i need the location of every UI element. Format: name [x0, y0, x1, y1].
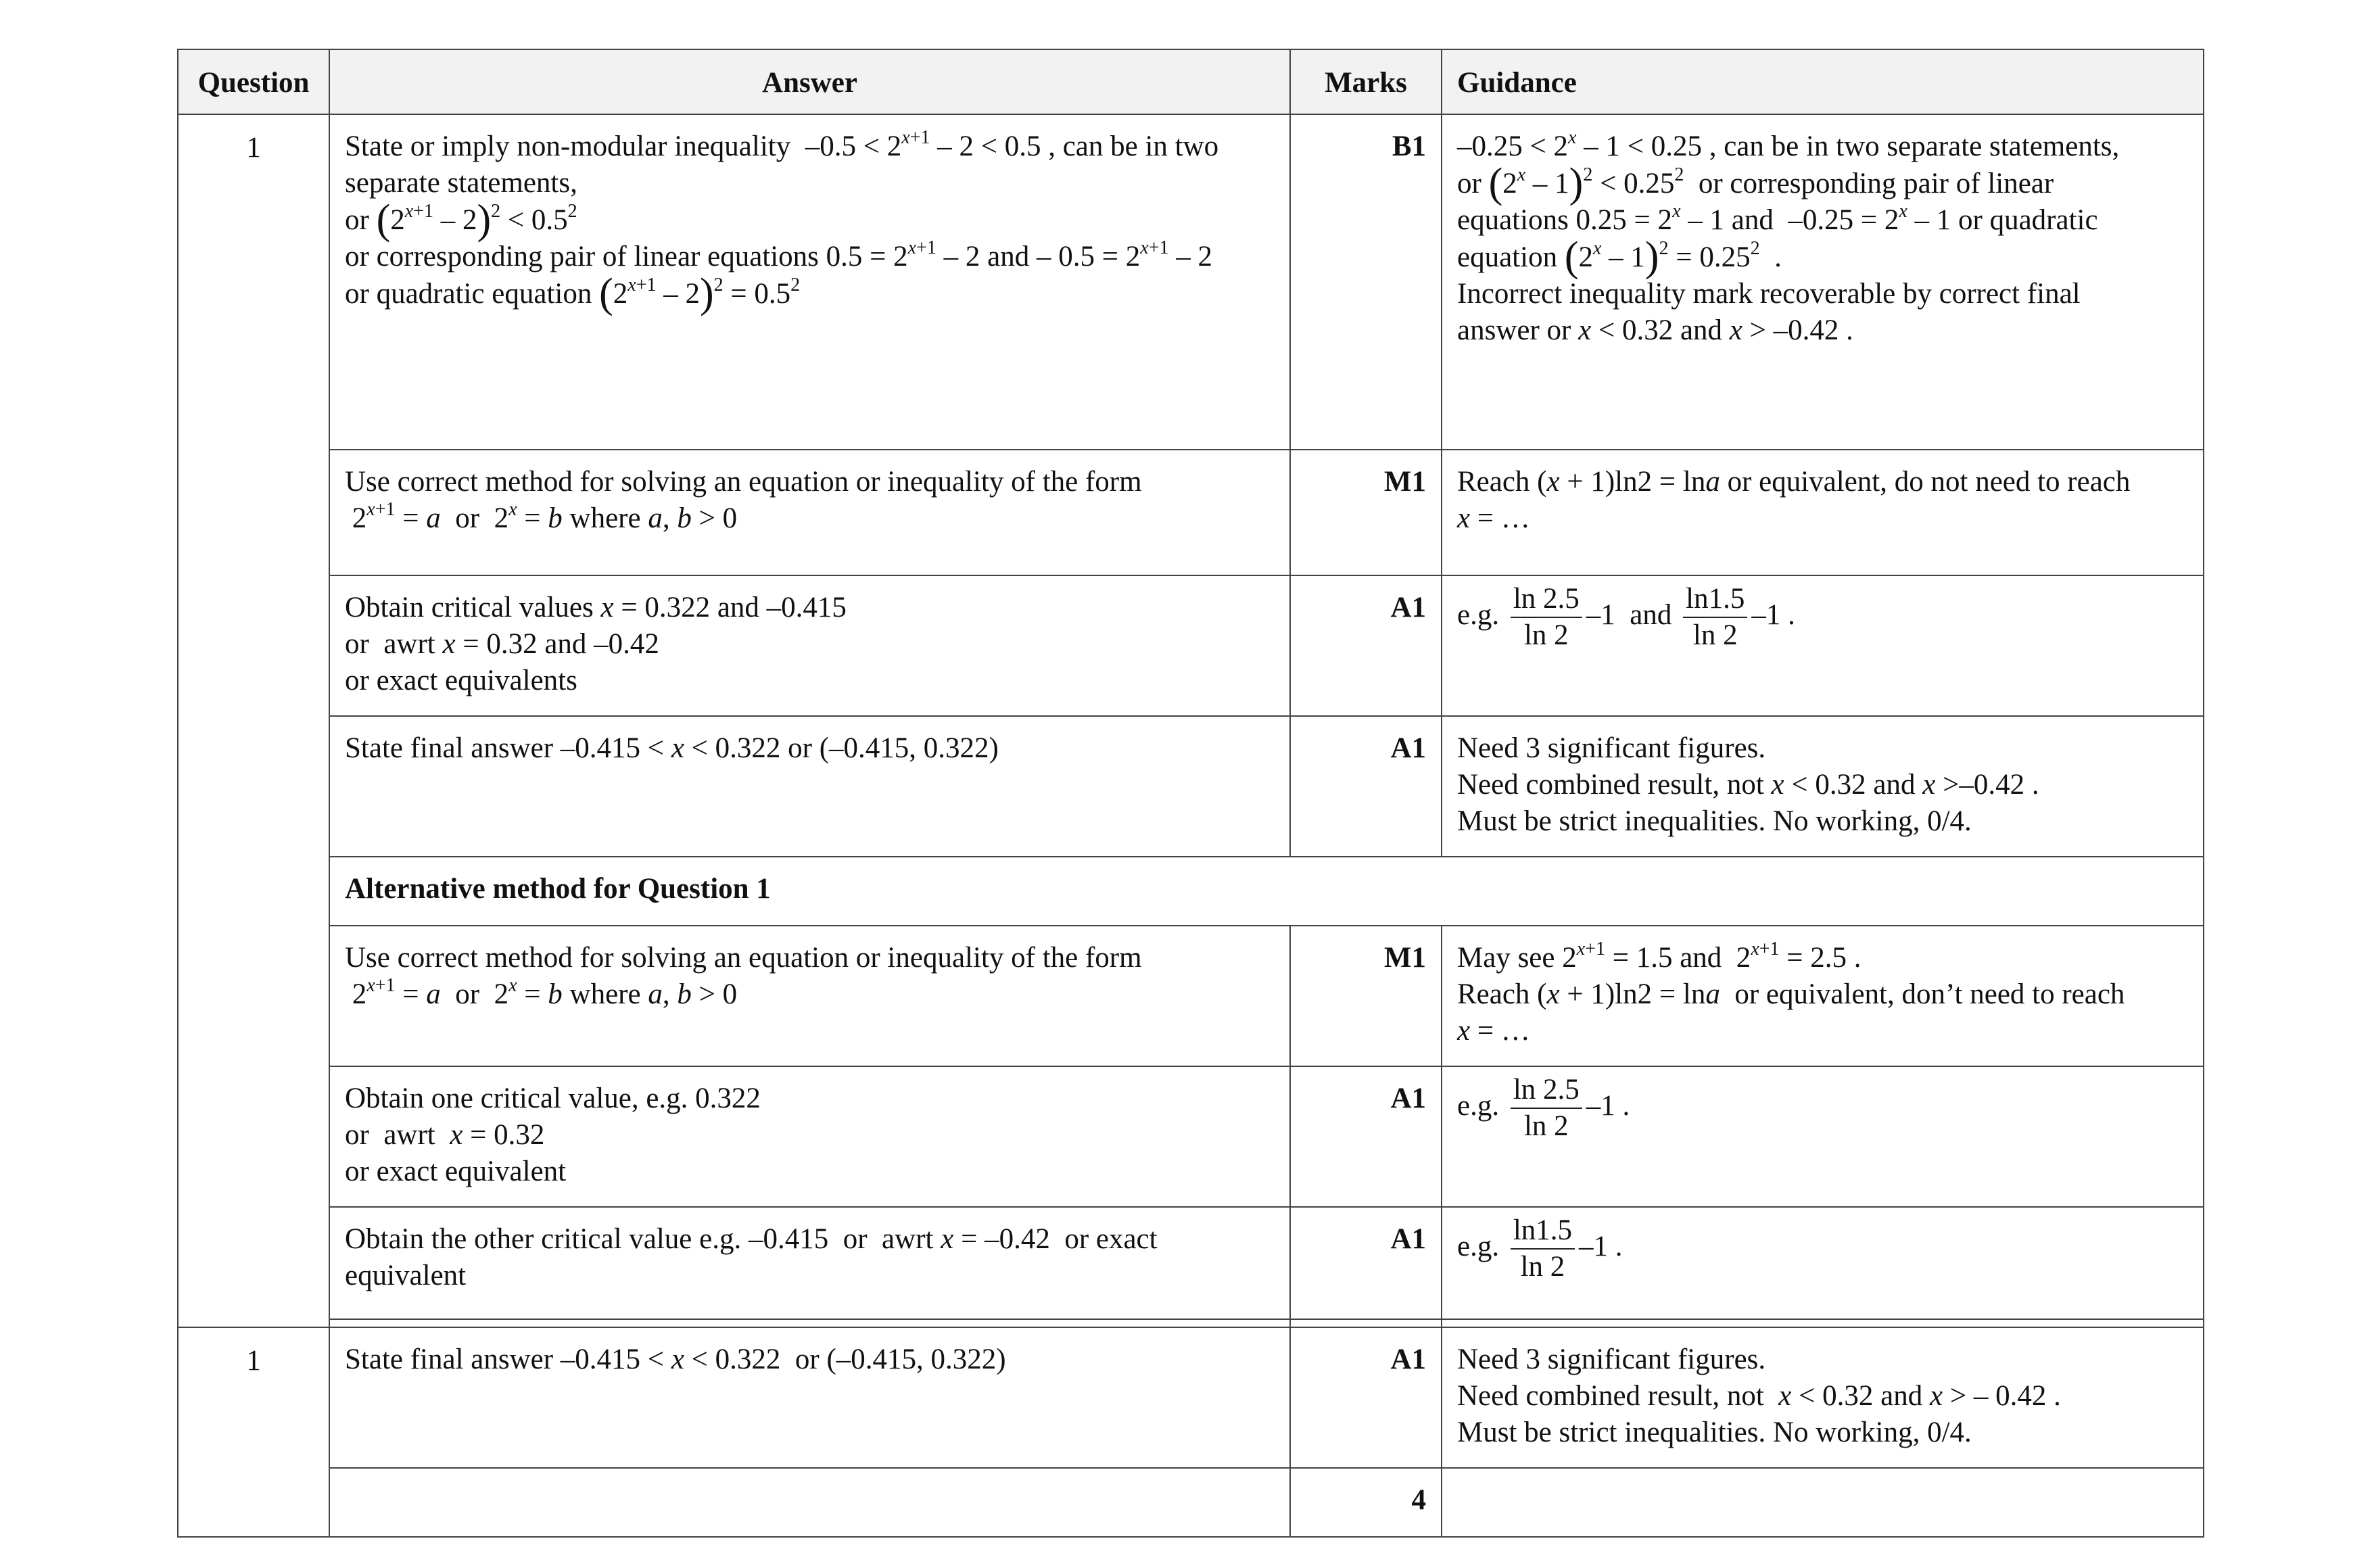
guidance-line: May see $2^{x+1} = 1.5$ and $2^{x+1} = 2.5$ . — [1457, 939, 1861, 974]
guidance-cell — [1442, 1327, 2204, 1468]
guidance-line: x = … — [1457, 1015, 1530, 1047]
mark-cell: A1 — [1290, 1066, 1442, 1207]
guidance-header: Guidance — [1442, 49, 2204, 114]
answer-cell — [329, 575, 1290, 716]
table-row — [178, 114, 2204, 450]
guidance-line: Need 3 significant figures. — [1457, 1344, 1766, 1375]
fraction: $\frac{\ln 2.5}{\ln 2}$ — [1511, 1072, 1582, 1144]
answer-line: or awrt x = 0.32 and –0.42 — [345, 628, 659, 660]
answer-line: Obtain the other critical value e.g. –0.415 or awrt x = –0.42 or exact — [345, 1223, 1158, 1255]
answer-line: Obtain one critical value, e.g. 0.322 — [345, 1083, 761, 1114]
answer-line: Use correct method for solving an equation or inequality of the form — [345, 466, 1142, 498]
guidance-cell — [1442, 450, 2204, 575]
answer-cell — [329, 1327, 1290, 1468]
header-row — [178, 49, 2204, 114]
answer-line: or quadratic equation $(2^{x+1} - 2)^2 = 0.5^2$ — [345, 270, 801, 316]
answer-line: or awrt x = 0.32 — [345, 1119, 545, 1151]
guidance-cell — [1442, 926, 2204, 1066]
answer-line: $2^{x+1} = a$ or $2^x = b$ where a, b > 0 — [345, 499, 738, 534]
mark-cell: B1 — [1290, 114, 1442, 450]
guidance-line: equations $0.25 = 2^x - 1$ and $-0.25 = 2^x - 1$ or quadratic — [1457, 201, 2098, 236]
answer-cell — [329, 1468, 1290, 1537]
guidance-cell: e.g. $\frac{\ln 2.5}{\ln 2}$ –1 . — [1442, 1066, 2204, 1207]
guidance-line: Must be strict inequalities. No working, 0/4. — [1457, 1417, 1972, 1448]
answer-cell — [329, 114, 1290, 450]
mark-cell: M1 — [1290, 926, 1442, 1066]
answer-cell — [329, 1207, 1290, 1319]
mark-scheme-sheet — [177, 49, 2203, 1538]
mark-cell: A1 — [1290, 716, 1442, 857]
table-row — [178, 1327, 2204, 1468]
guidance-line: x = … — [1457, 502, 1530, 534]
guidance-line: Need 3 significant figures. — [1457, 732, 1766, 764]
answer-line: or corresponding pair of linear equations $0.5 = 2^{x+1} - 2$ and – $0.5 = 2^{x+1} - 2$ — [345, 237, 1212, 272]
answer-line: State or imply non-modular inequality $-0.5 < 2^{x+1} - 2 < 0.5$ , can be in two — [345, 127, 1219, 162]
guidance-line: Need combined result, not x < 0.32 and x >–0.42 . — [1457, 769, 2039, 801]
guidance-cell — [1442, 1468, 2204, 1537]
guidance-cell — [1442, 716, 2204, 857]
answer-line: State final answer –0.415 < x < 0.322 or (–0.415, 0.322) — [345, 1344, 1006, 1375]
marks-header: Marks — [1290, 49, 1442, 114]
answer-cell — [329, 716, 1290, 857]
fraction: $\frac{\ln 2.5}{\ln 2}$ — [1511, 581, 1582, 653]
guidance-line: Reach (x + 1)ln2 = lna or equivalent, don’t need to reach — [1457, 978, 2125, 1010]
table-row — [178, 450, 2204, 575]
answer-line: separate statements, — [345, 167, 577, 199]
answer-line: State final answer –0.415 < x < 0.322 or (–0.415, 0.322) — [345, 732, 999, 764]
total-row — [178, 1468, 2204, 1537]
mark-scheme-table — [177, 49, 2204, 1538]
answer-cell — [329, 926, 1290, 1066]
page-break-separator — [178, 1319, 2204, 1327]
guidance-line: equation $(2^x - 1)^2 = 0.25^2$ . — [1457, 234, 1782, 280]
fraction: $\frac{\ln 1.5}{\ln 2}$ — [1683, 581, 1747, 653]
total-marks: 4 — [1290, 1468, 1442, 1537]
guidance-cell: e.g. $\frac{\ln 1.5}{\ln 2}$ –1 . — [1442, 1207, 2204, 1319]
table-row — [178, 716, 2204, 857]
alternative-method-title: Alternative method for Question 1 — [329, 857, 2204, 926]
guidance-line: answer or x < 0.32 and x > –0.42 . — [1457, 314, 1853, 346]
table-row — [178, 857, 2204, 926]
question-number: 1 — [178, 114, 329, 1327]
answer-line: $2^{x+1} = a$ or $2^x = b$ where a, b > 0 — [345, 975, 738, 1010]
guidance-line: Need combined result, not x < 0.32 and x > – 0.42 . — [1457, 1380, 2061, 1412]
mark-cell: A1 — [1290, 1327, 1442, 1468]
question-number: 1 — [178, 1327, 329, 1537]
guidance-line: or $(2^x - 1)^2 < 0.25^2$ or corresponding pair of linear — [1457, 160, 2054, 206]
guidance-line: Reach (x + 1)ln2 = lna or equivalent, do not need to reach — [1457, 466, 2131, 498]
answer-line: or $(2^{x+1} - 2)^2 < 0.5^2$ — [345, 197, 577, 243]
mark-cell: A1 — [1290, 575, 1442, 716]
mark-cell: A1 — [1290, 1207, 1442, 1319]
question-header: Question — [178, 49, 329, 114]
guidance-cell: e.g. $\frac{\ln 2.5}{\ln 2}$ –1 and $\frac{\ln 1.5}{\ln 2}$ –1 . — [1442, 575, 2204, 716]
answer-cell — [329, 1066, 1290, 1207]
answer-line: Obtain critical values x = 0.322 and –0.415 — [345, 592, 847, 623]
table-row — [178, 1207, 2204, 1319]
answer-line: equivalent — [345, 1260, 467, 1291]
answer-line: or exact equivalents — [345, 665, 577, 696]
answer-cell — [329, 450, 1290, 575]
guidance-cell — [1442, 114, 2204, 450]
guidance-line: Incorrect inequality mark recoverable by correct final — [1457, 278, 2081, 310]
answer-line: Use correct method for solving an equation or inequality of the form — [345, 942, 1142, 974]
fraction: $\frac{\ln 1.5}{\ln 2}$ — [1511, 1213, 1575, 1285]
guidance-prefix: e.g. — [1457, 598, 1500, 631]
mark-cell: M1 — [1290, 450, 1442, 575]
answer-header: Answer — [329, 49, 1290, 114]
table-row — [178, 1066, 2204, 1207]
table-row — [178, 575, 2204, 716]
guidance-line: Must be strict inequalities. No working, 0/4. — [1457, 805, 1972, 837]
answer-line: or exact equivalent — [345, 1156, 567, 1187]
guidance-line: $-0.25 < 2^x - 1 < 0.25$ , can be in two separate statements, — [1457, 127, 2120, 162]
table-row — [178, 926, 2204, 1066]
